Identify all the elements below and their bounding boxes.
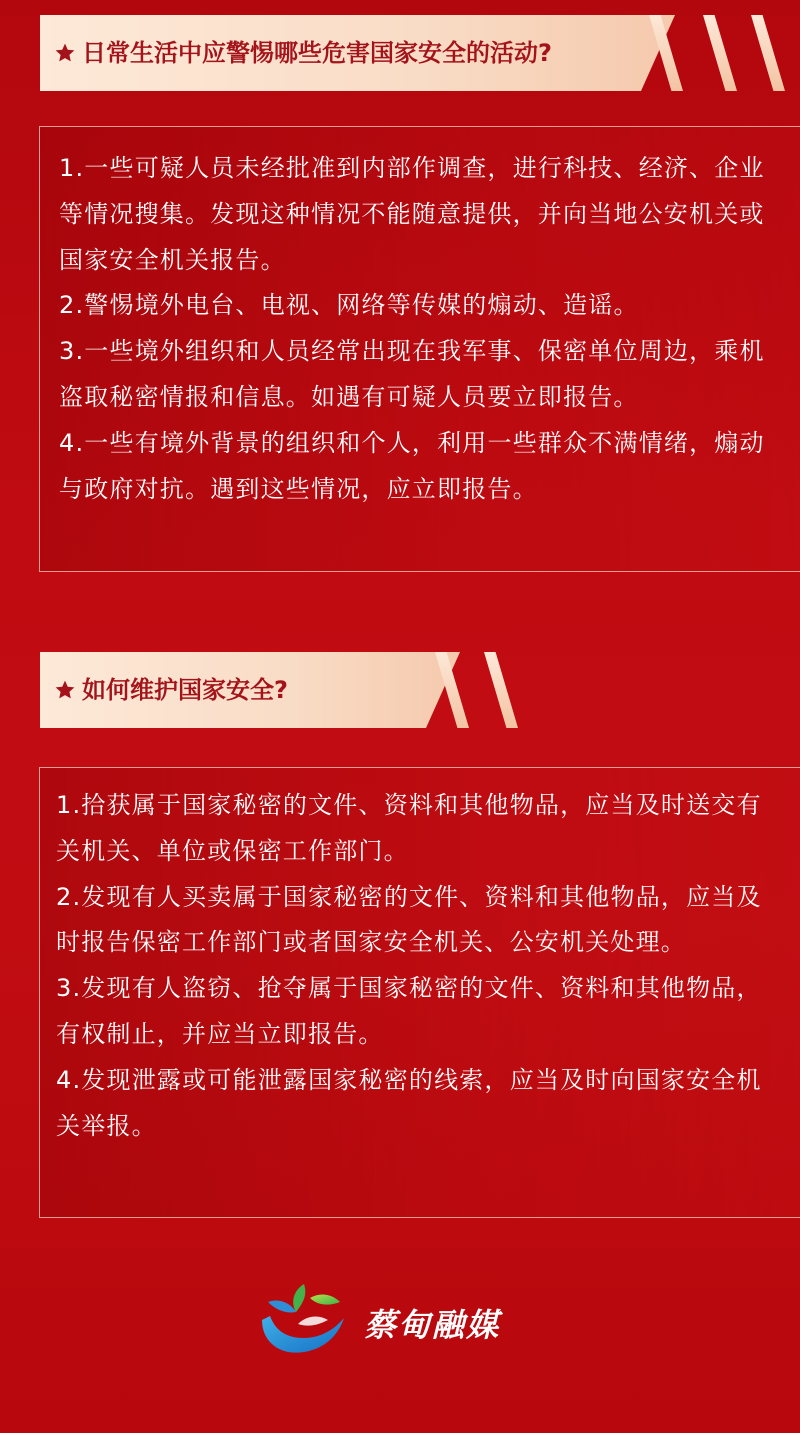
logo-emblem-icon xyxy=(258,1280,350,1360)
star-icon xyxy=(54,679,76,701)
section2-paragraph-3: 3.发现有人盗窃、抢夺属于国家秘密的文件、资料和其他物品，有权制止，并应当立即报告。 xyxy=(56,974,762,1048)
section1-paragraph-4: 4.一些有境外背景的组织和个人，利用一些群众不满情绪，煽动与政府对抗。遇到这些情况，应立即报告。 xyxy=(59,428,765,503)
section1-paragraph-2: 2.警惕境外电台、电视、网络等传媒的煽动、造谣。 xyxy=(59,291,639,320)
section2-title: 如何维护国家安全? xyxy=(82,676,288,704)
section1-content-box xyxy=(39,126,800,572)
star-icon xyxy=(54,42,76,64)
brand-logo xyxy=(258,1280,518,1360)
section2-paragraph-4: 4.发现泄露或可能泄露国家秘密的线索，应当及时向国家安全机关举报。 xyxy=(56,1065,762,1140)
banner-stripe xyxy=(484,652,518,728)
section2-heading xyxy=(54,652,288,728)
banner-stripe xyxy=(703,15,737,91)
logo-text: 蔡甸融媒 xyxy=(364,1306,501,1344)
section1-heading xyxy=(54,15,552,91)
section2-paragraph-2: 2.发现有人买卖属于国家秘密的文件、资料和其他物品，应当及时报告保密工作部门或者国家安全机关、公安机关处理。 xyxy=(56,882,762,957)
section2-content-box xyxy=(39,767,800,1218)
section1-banner xyxy=(40,15,785,91)
section1-paragraph-3: 3.一些境外组织和人员经常出现在我军事、保密单位周边，乘机盗取秘密情报和信息。如遇有可疑人员要立即报告。 xyxy=(59,337,765,411)
section2-paragraph-1: 1.拾获属于国家秘密的文件、资料和其他物品，应当及时送交有关机关、单位或保密工作部门。 xyxy=(56,791,762,865)
section1-title: 日常生活中应警惕哪些危害国家安全的活动? xyxy=(82,39,552,67)
section1-paragraph-1: 1.一些可疑人员未经批准到内部作调查，进行科技、经济、企业等情况搜集。发现这种情况不能随意提供，并向当地公安机关或国家安全机关报告。 xyxy=(59,154,765,274)
section2-banner xyxy=(40,652,545,728)
banner-stripe xyxy=(751,15,785,91)
